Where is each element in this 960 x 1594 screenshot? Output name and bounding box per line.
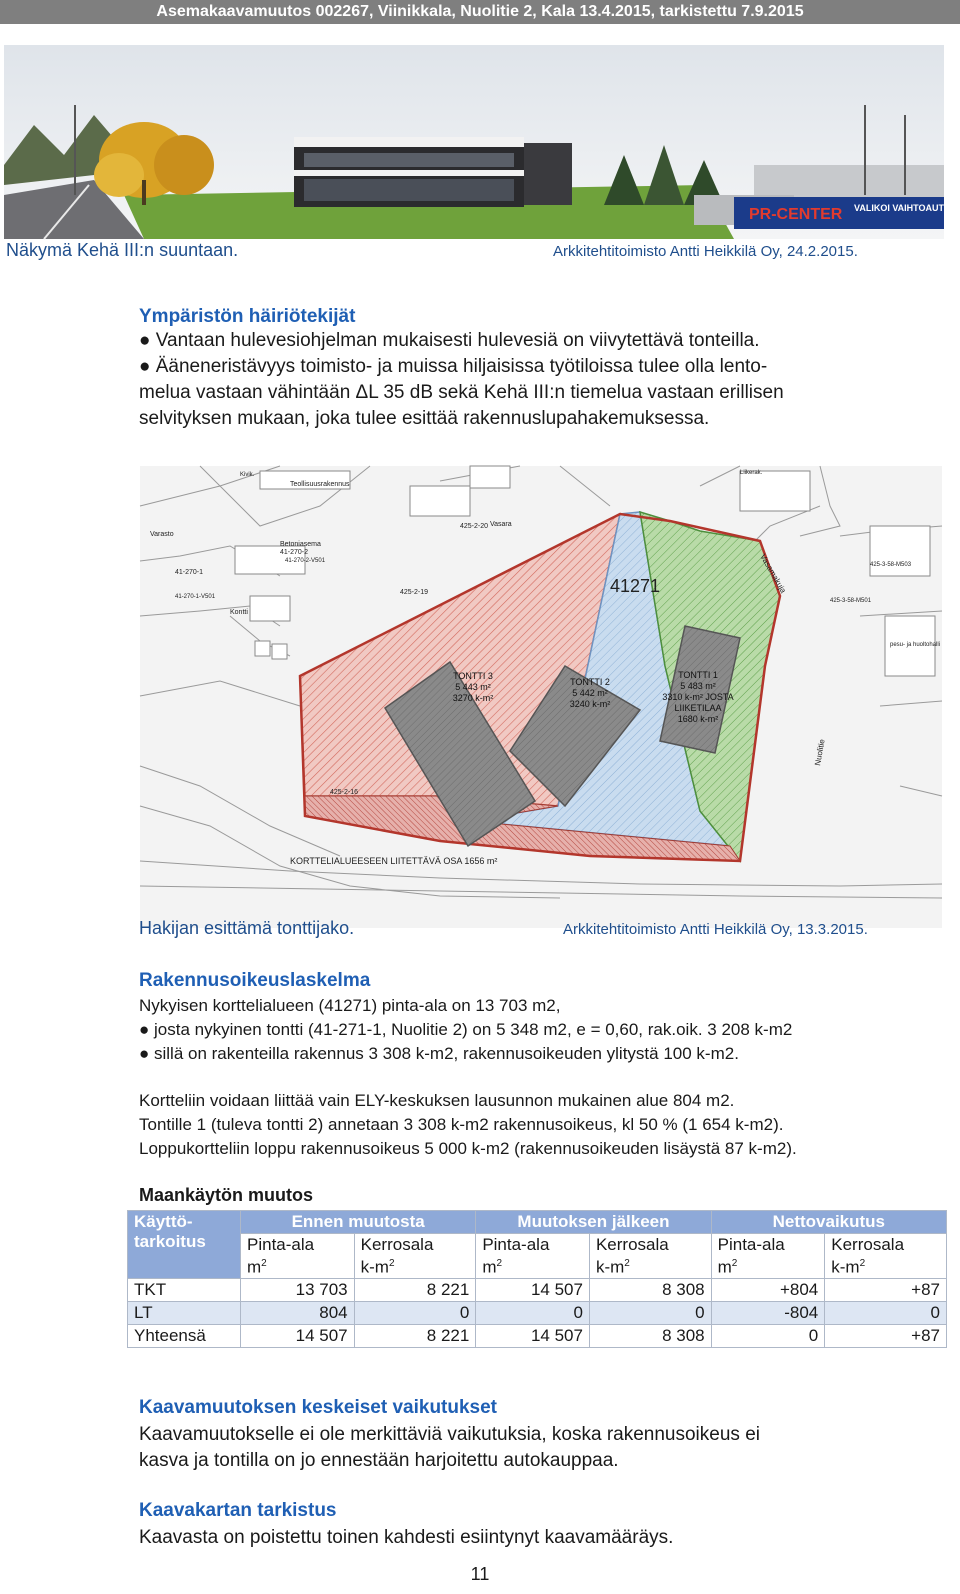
label-pesu: pesu- ja huoltohalli [890,642,941,648]
cell: 0 [354,1301,476,1324]
cell: 0 [476,1301,590,1324]
col-use-line2: tarkoitus [134,1232,206,1251]
group-before: Ennen muutosta [241,1211,476,1234]
label-parcel-3: 41-270-1 [175,569,204,576]
environment-bullet-2-line3: selvityksen mukaan, joka tulee esittää rakennuslupahakemuksessa. [139,408,710,429]
cell: -804 [711,1301,825,1324]
map-credit: Arkkitehtitoimisto Antti Heikkilä Oy, 13.3.2015. [563,921,868,938]
table-row [128,1301,947,1324]
label-vasara: Vasara [490,521,512,528]
label-parcel-9: 425-3-58-M501 [830,598,872,604]
label-kivik: Kivik. [240,472,255,478]
label-teollisuus: Teollisuusrakennus [290,481,350,488]
calc-line-6: Loppukortteliin loppu rakennusoikeus 5 000 k-m2 (rakennusoikeuden lisäystä 87 k-m2). [139,1139,797,1158]
label-korttelialue: KORTTELIALUEESEEN LIITETTÄVÄ OSA 1656 m² [290,856,498,866]
cell: 14 507 [241,1324,355,1347]
tontti1-extra: LIIKETILAA [674,703,722,713]
calc-line-5: Tontille 1 (tuleva tontti 2) annetaan 3 308 k-m2 rakennusoikeus, kl 50 % (1 654 k-m2). [139,1115,784,1134]
label-parcel-1: 41-270-2 [280,549,309,556]
cell: 0 [589,1301,711,1324]
unit-sup: 2 [261,1258,267,1269]
environment-bullet-2-line2: melua vastaan vähintään ΔL 35 dB sekä Kehä III:n tiemelua vastaan erillisen [139,382,784,403]
tontti3-name: TONTTI 3 [453,671,493,681]
cell: +804 [711,1278,825,1301]
col-use-line1: Käyttö- [134,1212,193,1231]
label-parcel-5: 425-2-20 [460,523,489,530]
label-parcel-4: 41-270-1-V501 [175,594,216,600]
impacts-line-1: Kaavamuutokselle ei ole merkittäviä vaikutuksia, koska rakennusoikeus ei [139,1424,760,1445]
sub-area-unit: m [482,1257,497,1277]
label-parcel-6: 425-2-19 [400,589,429,596]
sub-floor-unit: k-m [360,1257,389,1277]
sub-floor-label: Kerrosala [595,1235,669,1254]
impacts-line-2: kasva ja tontilla on jo ennestään harjoitettu autokauppaa. [139,1450,619,1471]
table-row [128,1278,947,1301]
row-label: LT [128,1301,241,1324]
street-view-photo [4,45,957,239]
cell: 14 507 [476,1324,590,1347]
sub-floor-after [589,1234,711,1279]
unit-sup: 2 [731,1258,738,1269]
sub-area-label: Pinta-ala [247,1235,315,1254]
col-use-header [128,1211,241,1279]
table-row [128,1324,947,1347]
tontti1-area: 5 483 m² [680,681,716,691]
sub-area-label: Pinta-ala [482,1235,550,1254]
cell: 14 507 [476,1278,590,1301]
photo-caption: Näkymä Kehä III:n suuntaan. [6,240,239,260]
cell: 8 308 [589,1278,711,1301]
plot-division-map [140,466,942,928]
unit-sup: 2 [624,1258,630,1269]
label-vasamakuja: Vasamakuja [758,552,788,595]
cell: 13 703 [241,1278,355,1301]
block-number: 41271 [610,576,661,596]
sub-area-label: Pinta-ala [717,1235,785,1254]
unit-sup: 2 [388,1258,395,1269]
cell: 8 308 [589,1324,711,1347]
environment-bullet-1: ● Vantaan hulevesiohjelman mukaisesti hulevesiä on viivytettävä tonteilla. [139,330,760,351]
cell: +87 [825,1324,947,1347]
tontti1-extra2: 1680 k-m² [677,714,719,724]
landuse-table [127,1210,947,1348]
cell: 0 [711,1324,825,1347]
sub-floor-net [825,1234,947,1279]
sub-floor-label: Kerrosala [831,1235,905,1254]
sub-floor-unit: k-m [831,1257,860,1277]
sub-area-unit: m [717,1257,732,1277]
label-nuolitie: Nuolitie [813,738,827,767]
group-after: Muutoksen jälkeen [476,1211,711,1234]
tontti2-floor: 3240 k-m² [569,699,611,709]
landuse-heading: Maankäytön muutos [139,1185,314,1205]
row-label: Yhteensä [128,1324,241,1347]
sub-floor-unit: k-m [595,1257,625,1277]
sub-floor-before [354,1234,476,1279]
tontti3-floor: 3270 k-m² [452,693,494,703]
sign-sub-text: VALIKOI VAIHTOAUTOT [854,203,957,213]
label-betoniasema: Betoniasema [280,541,321,548]
label-parcel-2: 41-270-2-V501 [285,558,326,564]
sub-area-unit: m [247,1257,262,1277]
page-number: 11 [470,1564,490,1584]
tontti1-name: TONTTI 1 [678,670,718,680]
plot-map-svg [140,466,942,928]
sub-area-after [476,1234,590,1279]
calc-line-3: ● sillä on rakenteilla rakennus 3 308 k-m2, rakennusoikeuden ylitystä 100 k-m2. [139,1044,739,1063]
check-line-1: Kaavasta on poistettu toinen kahdesti esiintynyt kaavamääräys. [139,1527,674,1548]
cell: +87 [825,1278,947,1301]
label-kontti: Kontti [230,609,248,616]
unit-sup: 2 [859,1258,866,1269]
calc-line-2: ● josta nykyinen tontti (41-271-1, Nuolitie 2) on 5 348 m2, e = 0,60, rak.oik. 3 208 k-m2 [139,1020,793,1039]
calc-line-4: Kortteliin voidaan liittää vain ELY-keskuksen lausunnon mukainen alue 804 m2. [139,1091,735,1110]
sub-area-before [241,1234,355,1279]
environment-heading: Ympäristön häiriötekijät [139,306,356,327]
sign-text: PR-CENTER [749,206,843,223]
cell: 8 221 [354,1324,476,1347]
tontti2-name: TONTTI 2 [570,677,610,687]
label-liikerak: Liikerak. [740,470,763,476]
tontti2-area: 5 442 m² [572,688,608,698]
label-parcel-8: 425-3-58-M503 [870,562,912,568]
street-view-illustration [4,45,957,239]
landuse-table-wrap [127,1210,947,1348]
unit-sup: 2 [496,1258,503,1269]
group-net: Nettovaikutus [711,1211,946,1234]
environment-bullet-2-line1: ● Ääneneristävyys toimisto- ja muissa hiljaisissa työtiloissa tulee olla lento- [139,356,768,377]
cell: 8 221 [354,1278,476,1301]
row-label: TKT [128,1278,241,1301]
label-parcel-7: 425-2-16 [330,789,359,796]
check-heading: Kaavakartan tarkistus [139,1500,337,1521]
calc-heading: Rakennusoikeuslaskelma [139,970,371,991]
calc-line-1: Nykyisen korttelialueen (41271) pinta-ala on 13 703 m2, [139,996,561,1015]
impacts-heading: Kaavamuutoksen keskeiset vaikutukset [139,1397,498,1418]
sub-floor-label: Kerrosala [360,1235,434,1254]
sub-area-net [711,1234,825,1279]
cell: 804 [241,1301,355,1324]
cell: 0 [825,1301,947,1324]
document-header: Asemakaavamuutos 002267, Viinikkala, Nuolitie 2, Kala 13.4.2015, tarkistettu 7.9.2015 [0,0,960,24]
tontti3-area: 5 443 m² [455,682,491,692]
photo-credit: Arkkitehtitoimisto Antti Heikkilä Oy, 24.2.2015. [553,243,858,260]
label-varasto: Varasto [150,531,174,538]
tontti1-floor: 3310 k-m² JOSTA [662,692,734,702]
map-caption: Hakijan esittämä tonttijako. [139,918,355,938]
